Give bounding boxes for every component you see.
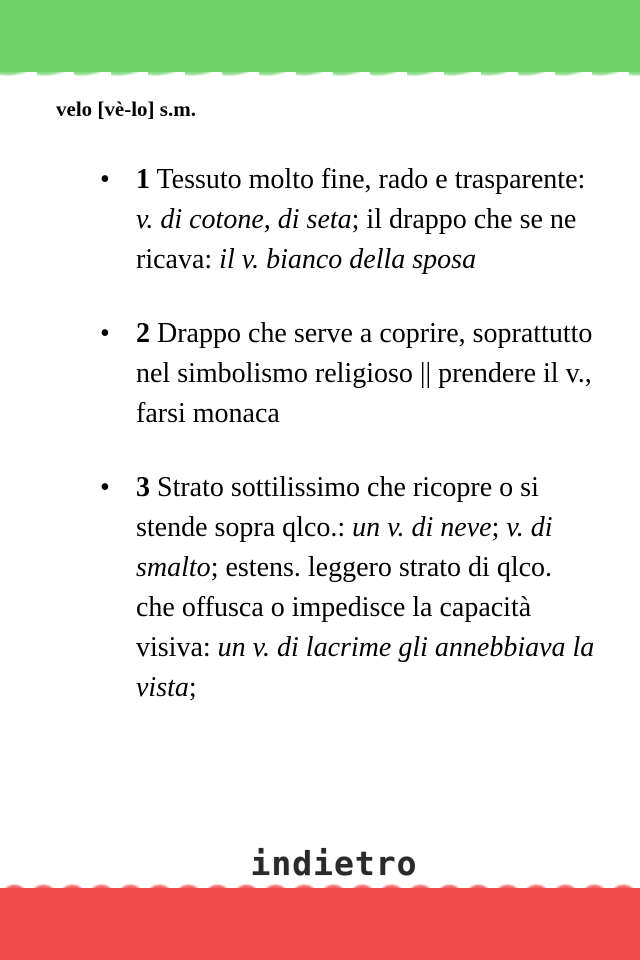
definition-text: Strato sottilissimo che ricopre o si stende sopra qlco.: bbox=[136, 472, 539, 543]
definition-text: ; bbox=[188, 672, 197, 703]
sense-number: 1 bbox=[136, 164, 150, 195]
definition-text: Drappo che serve a coprire, soprattutto nel simbolismo religioso || prendere il v., farsi monaca bbox=[136, 318, 593, 429]
sense-number: 3 bbox=[136, 472, 150, 503]
example-text: v. di cotone, di seta bbox=[136, 204, 352, 235]
bottom-color-band bbox=[0, 888, 640, 960]
bullet-icon: • bbox=[100, 318, 110, 349]
back-button[interactable] bbox=[250, 840, 418, 886]
bullet-icon: • bbox=[100, 472, 110, 503]
sense-list bbox=[0, 160, 640, 708]
sense-item bbox=[100, 160, 596, 280]
sense-item bbox=[100, 314, 596, 434]
example-text: un v. di neve bbox=[352, 512, 492, 543]
definition-text: Tessuto molto fine, rado e trasparente: bbox=[150, 164, 586, 195]
example-text: il v. bianco della sposa bbox=[219, 244, 477, 275]
back-button-label: indietro bbox=[250, 843, 418, 883]
sense-number: 2 bbox=[136, 318, 150, 349]
definition-scroll-area[interactable] bbox=[0, 160, 640, 804]
example-text: un v. di lacrime gli annebbiava la vista bbox=[136, 632, 595, 703]
definition-text: ; il drappo che se ne ricava: bbox=[136, 204, 577, 275]
top-color-band bbox=[0, 0, 640, 72]
example-text: v. di smalto bbox=[136, 512, 553, 583]
bullet-icon: • bbox=[100, 164, 110, 195]
definition-text: ; estens. leggero strato di qlco. che offusca o impedisce la capacità visiva: bbox=[136, 552, 553, 663]
sense-item bbox=[100, 468, 596, 708]
definition-text: ; bbox=[491, 512, 507, 543]
entry-headword: velo [vè-lo] s.m. bbox=[56, 97, 196, 121]
